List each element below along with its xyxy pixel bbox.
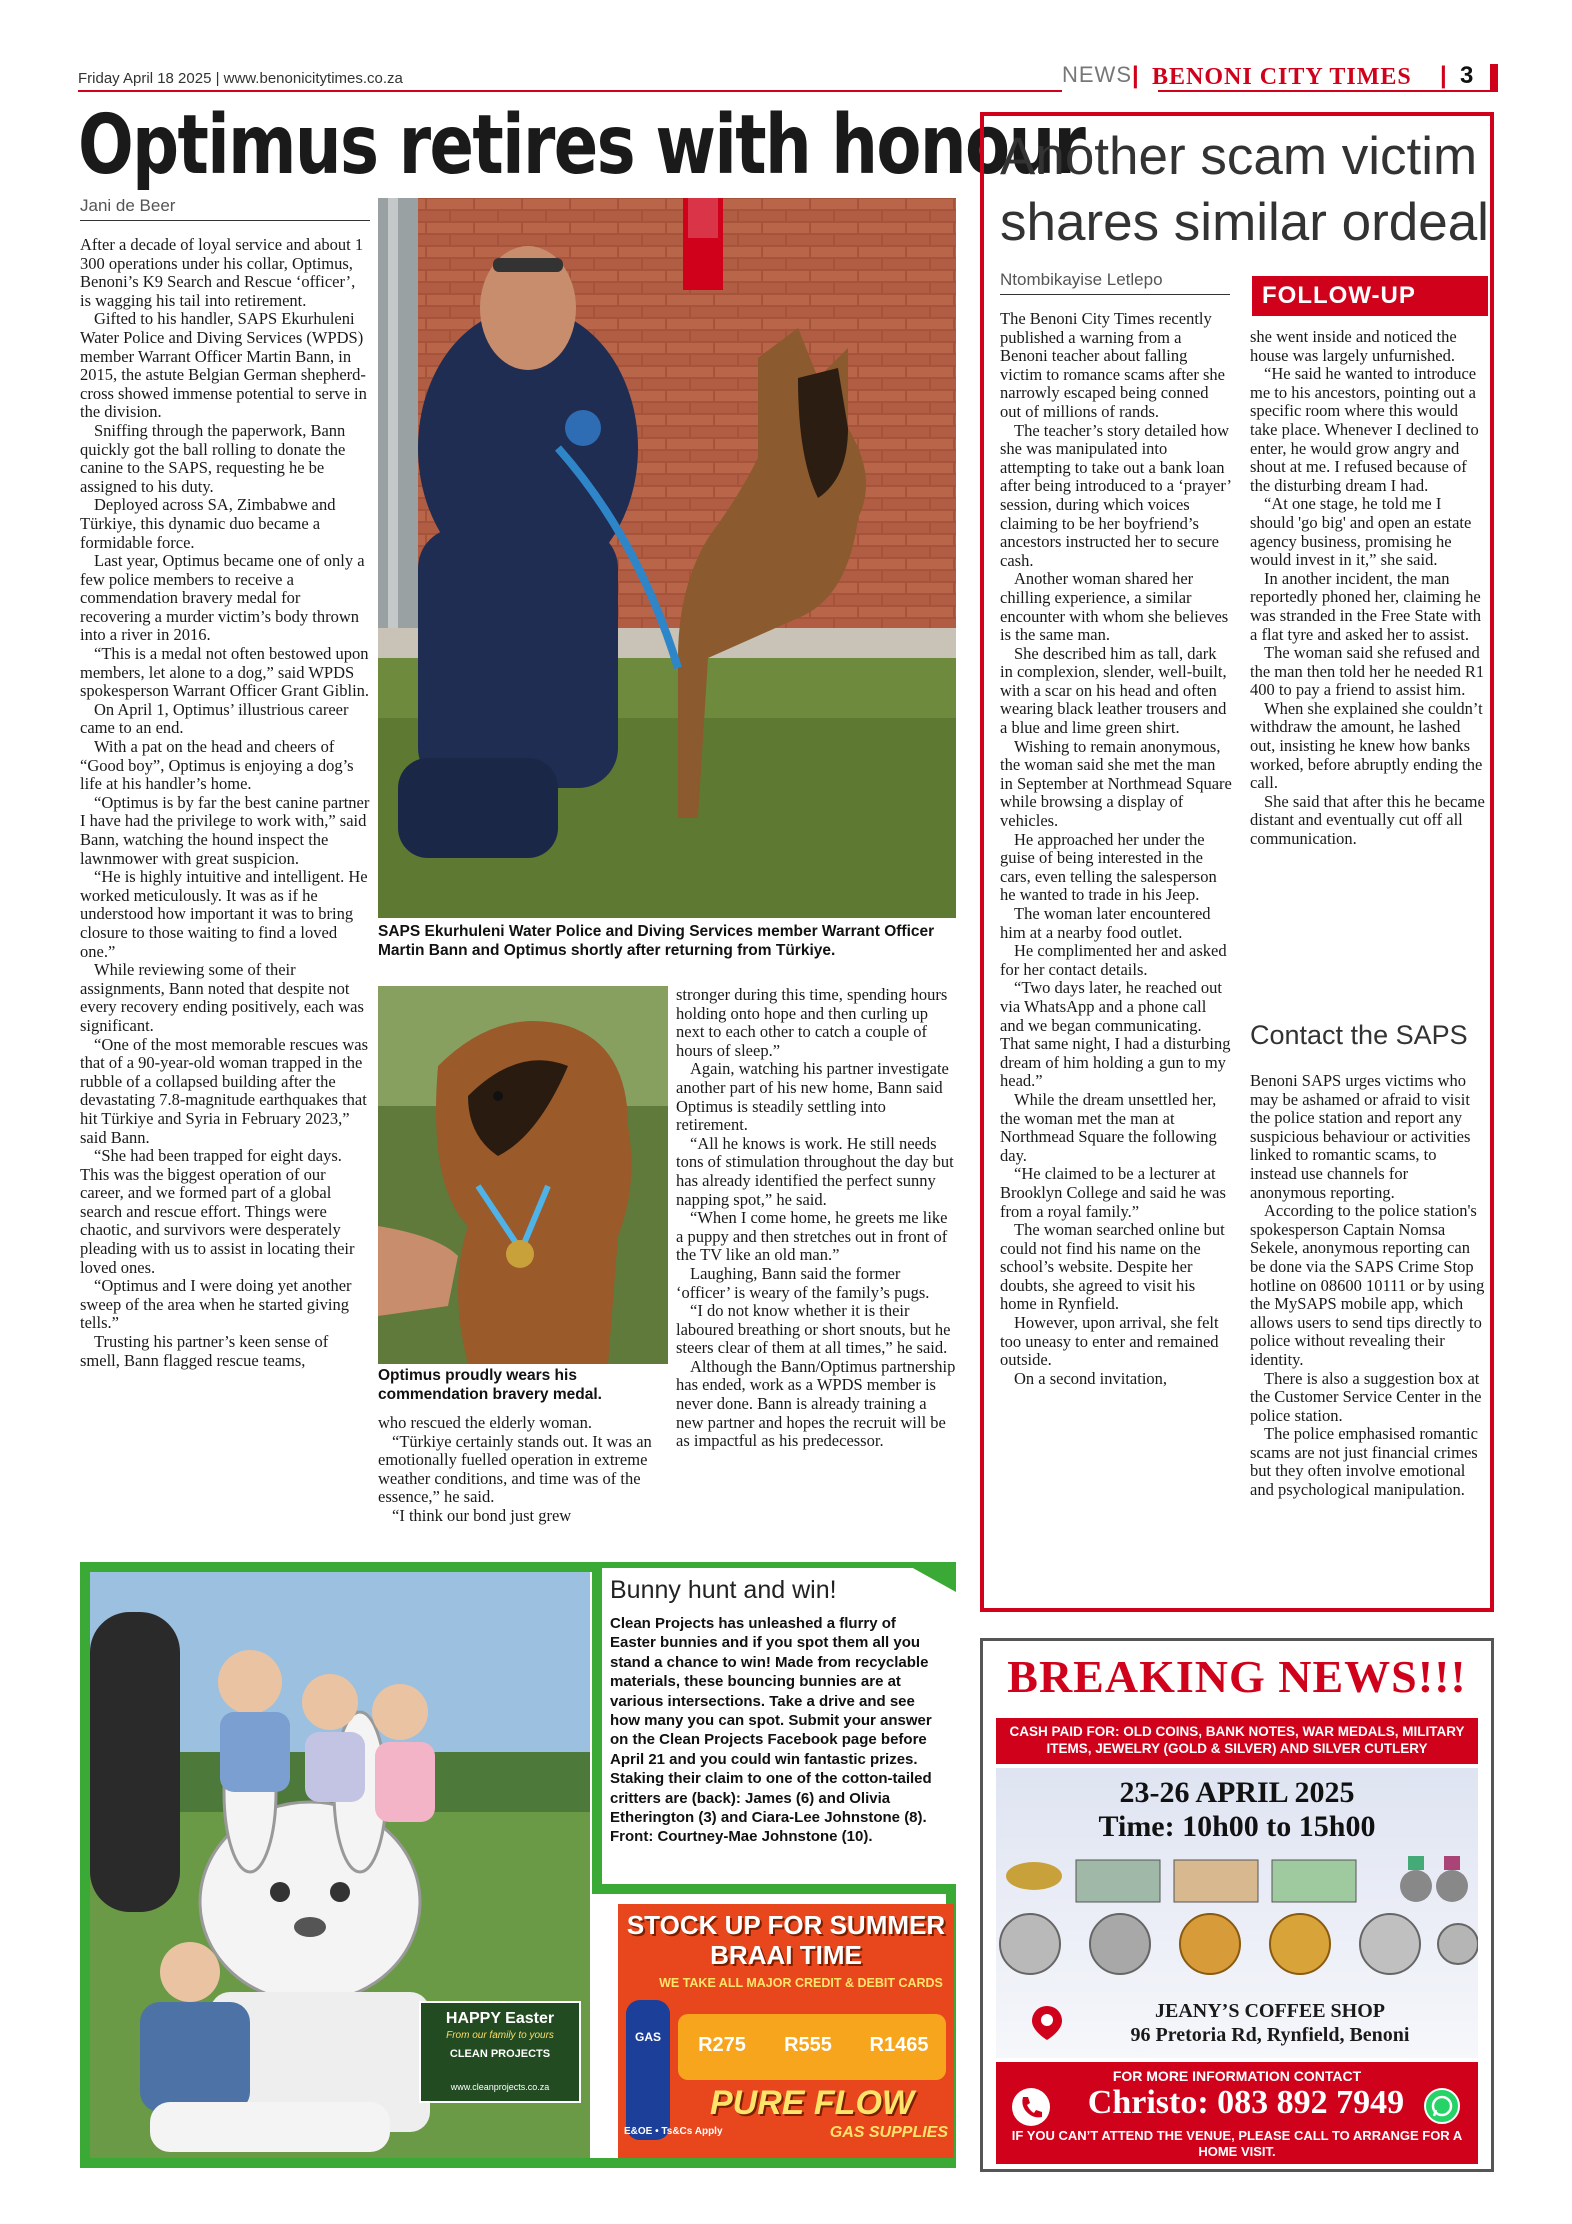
paragraph: “Two days later, he reached out via WhatsApp and a phone call and we began communicating. That same night, I had a disturbing dream of him holding a gun to my head.” [1000, 978, 1231, 1091]
gas-cylinder-icon [626, 2000, 670, 2140]
bunny-text: Clean Projects has unleashed a flurry of Easter bunnies and if you spot them all you stand a chance to win! Made from recyclable materials, these bouncing bunnies are at various intersections. Take a drive and see how many you can spot. Submit your answer on the Clean Projects Facebook page before April 21 and you could win fantastic prizes. Staking their claim to one of the cotton-tailed critters are (back): James (6) and Olivia Etherington (3) and Ciara-Lee Johnstone (8). Front: Courtney-Mae Johnstone (10). [610, 1615, 932, 1846]
stock-sub: GAS SUPPLIES [829, 2124, 948, 2141]
masthead-separator: | [1132, 62, 1139, 89]
main-column-3 [676, 986, 956, 1536]
paragraph: Trusting his partner’s keen sense of smell, Bann flagged rescue teams, [80, 1332, 329, 1370]
main-column-1 [80, 236, 370, 1536]
stock-line1: STOCK UP FOR SUMMER [626, 1910, 946, 1940]
paragraph: “This is a medal not often bestowed upon members, let alone to a dog,” said WPDS spokesperson Warrant Officer Grant Giblin. [80, 644, 370, 701]
paragraph: Although the Bann/Optimus partnership has ended, work as a WPDS member is never done. Bann is already training a new partner and hopes the recruit will be as impactful as his predecessor. [676, 1356, 956, 1451]
price-2: R555 [784, 2034, 832, 2056]
breaking-dates: 23-26 APRIL 2025 [1119, 1776, 1355, 1809]
photo-optimus-medal-image [378, 986, 668, 1364]
price-1: R275 [698, 2034, 746, 2056]
bunny-corner-tab [902, 1562, 956, 1592]
breaking-footer: IF YOU CAN’T ATTEND THE VENUE, PLEASE CALL TO ARRANGE FOR A HOME VISIT. [1011, 2128, 1463, 2159]
paragraph: She said that after this he became distant and eventually cut off all communication. [1250, 791, 1485, 849]
paragraph: “I do not know whether it is their laboured breathing or short snouts, but he steers clear of them at all times,” he said. [676, 1301, 951, 1358]
photo-2-caption: Optimus proudly wears his commendation bravery medal. [378, 1367, 602, 1403]
paragraph: “When I come home, he greets me like a puppy and then stretches out in front of the TV like an old man.” [676, 1208, 948, 1265]
bunny-photo [90, 1572, 590, 2158]
scam-column-2 [1250, 328, 1486, 1008]
masthead-bar [1490, 64, 1498, 92]
easter-sign-line3: CLEAN PROJECTS [449, 2048, 551, 2060]
paragraph: She described him as tall, dark in complexion, slender, well-built, with a scar on his head and often wearing black leather trousers and a blue and lime green shirt. [1000, 643, 1227, 738]
paragraph: “He said he wanted to introduce me to his ancestors, pointing out a specific room where this would take place. Whenever I declined to enter, he would grow angry and shout at me. I refused because of the disturbing dream I had. [1250, 364, 1479, 495]
paragraph: Gifted to his handler, SAPS Ekurhuleni Water Police and Diving Services (WPDS) member Warrant Officer Martin Bann, in 2015, the astute Belgian German shepherd-cross showed immense potential to serve in the division. [80, 309, 367, 422]
paragraph: “I think our bond just grew [392, 1505, 572, 1525]
easter-sign-line2: From our family to yours [446, 2030, 554, 2041]
paragraph: On a second invitation, [1014, 1368, 1168, 1388]
breaking-venue: JEANY’S COFFEE SHOP [1154, 2000, 1386, 2022]
main-headline: Optimus retires with honour [78, 98, 1085, 193]
paragraph: He complimented her and asked for her contact details. [1000, 941, 1227, 979]
photo-1-caption: SAPS Ekurhuleni Water Police and Diving Services member Warrant Officer Martin Bann and Optimus shortly after returning from Türkiye. [378, 923, 935, 959]
photo-bann-optimus-image [378, 198, 956, 918]
paragraph: “One of the most memorable rescues was that of a 90-year-old woman trapped in the rubble of a collapsed building after the devastating 7.8-magnitude earthquakes that hit Türkiye and Syria in February 2023,” said Bann. [80, 1034, 368, 1147]
bunny-photo-image [90, 1572, 590, 2158]
breaking-title: BREAKING NEWS!!! [1007, 1651, 1467, 1702]
paragraph: “He claimed to be a lecturer at Brooklyn College and said he was from a royal family.” [1000, 1164, 1226, 1221]
paragraph: “Türkiye certainly stands out. It was an emotionally fuelled operation in extreme weather conditions, and time was of the essence,” he said. [378, 1431, 652, 1507]
collectibles-image [996, 1856, 1478, 1976]
photo-optimus-medal [378, 986, 668, 1364]
paragraph: There is also a suggestion box at the Customer Service Center in the police station. [1250, 1368, 1482, 1425]
paragraph: On April 1, Optimus’ illustrious career came to an end. [80, 699, 349, 738]
scam-byline: Ntombikayise Letlepo [1000, 270, 1230, 295]
paragraph: After a decade of loyal service and about 1 300 operations under his collar, Optimus, Benoni’s K9 Search and Rescue ‘officer’, is wagging his tail into retirement. [80, 235, 364, 310]
stock-cards: WE TAKE ALL MAJOR CREDIT & DEBIT CARDS [659, 1976, 943, 1990]
paragraph: Again, watching his partner investigate another part of his new home, Bann said Optimus is steadily settling into retirement. [676, 1059, 949, 1135]
main-byline: Jani de Beer [80, 196, 370, 221]
main-column-2 [378, 1414, 668, 1534]
scam-column-2b [1250, 1072, 1486, 1592]
followup-label: FOLLOW-UP [1252, 276, 1488, 316]
gas-label: GAS [634, 2030, 661, 2044]
stock-tnc: E&OE • Ts&Cs Apply [624, 2126, 723, 2137]
paragraph: The police emphasised romantic scams are not just financial crimes but they often involve emotional and psychological manipulation. [1250, 1424, 1478, 1500]
contact-saps-subhead: Contact the SAPS [1250, 1020, 1468, 1050]
paragraph: she went inside and noticed the house was largely unfurnished. [1250, 327, 1457, 365]
paragraph: The woman later encountered him at a nearby food outlet. [1000, 904, 1211, 942]
collectibles-svg [996, 1856, 1478, 1976]
paragraph: In another incident, the man reportedly phoned her, claiming he was stranded in the Free State with a flat tyre and asked her to assist. [1250, 568, 1481, 644]
paragraph: stronger during this time, spending hours holding onto hope and then curling up next to each other to catch a couple of hours of sleep.” [676, 985, 948, 1060]
stock-line2: BRAAI TIME [710, 1940, 862, 1970]
paragraph: The woman said she refused and the man then told her he needed R1 400 to pay a friend to assist him. [1250, 643, 1485, 700]
paragraph: He approached her under the guise of being interested in the cars, even telling the salesperson he wanted to trade in his Jeep. [1000, 829, 1217, 905]
paragraph: “All he knows is work. He still needs tons of stimulation throughout the day but has already identified the perfect sunny napping spot,” he said. [676, 1133, 954, 1209]
paragraph: “Optimus is by far the best canine partner I have had the privilege to work with,” said Bann, watching the hound inspect the lawnmower with great suspicion. [80, 792, 370, 868]
breaking-time: Time: 10h00 to 15h00 [1098, 1810, 1376, 1843]
paragraph: “He is highly intuitive and intelligent. He worked meticulously. It was as if he understood how important it was to bring closure to those waiting to find a loved one.” [80, 867, 368, 961]
paragraph: Wishing to remain anonymous, the woman said she met the man in September at Northmead Square while browsing a display of vehicles. [1000, 736, 1232, 831]
bunny-title: Bunny hunt and win! [610, 1576, 837, 1604]
paragraph: While the dream unsettled her, the woman met the man at Northmead Square the following day. [1000, 1089, 1217, 1165]
masthead-rule [78, 90, 1062, 92]
paragraph: Benoni SAPS urges victims who may be ashamed or afraid to visit the police station and report any suspicious behaviour or activities linked to romantic scams, to instead use channels for anonymous reporting. [1250, 1071, 1471, 1202]
paragraph: While reviewing some of their assignments, Bann noted that despite not every recovery ending positively, each was significant. [80, 960, 364, 1035]
paragraph: The woman searched online but could not find his name on the school’s website. Despite her doubts, she agreed to visit his home in Rynfield. [1000, 1220, 1225, 1314]
paragraph: Last year, Optimus became one of only a few police members to receive a commendation bravery medal for recovering a murder victim’s body thrown into a river in 2016. [80, 551, 365, 645]
scam-headline: Another scam victim shares similar ordeal [1000, 127, 1489, 252]
price-3: R1465 [869, 2034, 929, 2056]
paragraph: “At one stage, he told me I should 'go big' and open an estate agency business, promising he would invest in it,” she said. [1250, 494, 1472, 570]
paragraph: The Benoni City Times recently published a warning from a Benoni teacher about falling victim to romance scams after she narrowly escaped being conned out of millions of rands. [1000, 309, 1225, 421]
scam-column-1 [1000, 310, 1232, 1600]
paragraph: Another woman shared her chilling experience, a similar encounter with whom she believes is the same man. [1000, 569, 1229, 645]
phone-icon [1012, 2088, 1050, 2126]
paragraph: When she explained she couldn’t withdraw the amount, he lashed out, insisting he knew how banks worked, before abruptly ending the call. [1250, 698, 1483, 793]
paragraph: The teacher’s story detailed how she was manipulated into attempting to take out a bank loan after being introduced to a ‘prayer’ session, during which voices claiming to be her boyfriend’s ancestors instructed her to secure cash. [1000, 420, 1231, 570]
photo-bann-optimus [378, 198, 956, 918]
masthead-separator-2: | [1440, 62, 1447, 89]
stock-up-ad [618, 1904, 954, 2158]
easter-sign-url: www.cleanprojects.co.za [450, 2082, 550, 2092]
breaking-info: FOR MORE INFORMATION CONTACT [1112, 2068, 1362, 2084]
easter-sign-line1: HAPPY Easter [445, 2010, 555, 2027]
paragraph: who rescued the elderly woman. [378, 1413, 592, 1432]
masthead-section: NEWS [1062, 62, 1132, 87]
paragraph: “She had been trapped for eight days. This was the biggest operation of our career, and we formed part of a global search and rescue effort. Things were chaotic, and survivors were desperately pleading with us to assist in locating their loved ones. [80, 1146, 355, 1277]
breaking-contact: Christo: 083 892 7949 [1087, 2084, 1405, 2121]
location-pin-icon [1032, 2006, 1062, 2040]
paragraph: Deployed across SA, Zimbabwe and Türkiye, this dynamic duo became a formidable force. [80, 495, 336, 552]
paragraph: Sniffing through the paperwork, Bann quickly got the ball rolling to donate the canine to the SAPS, requesting he be assigned to his duty. [80, 420, 346, 496]
masthead-date: Friday April 18 2025 | www.benonicitytimes.co.za [78, 70, 403, 87]
masthead-paper: BENONI CITY TIMES [1152, 64, 1412, 90]
breaking-address: 96 Pretoria Rd, Rynfield, Benoni [1130, 2024, 1410, 2046]
paragraph: Laughing, Bann said the former ‘officer’ is weary of the family’s pugs. [676, 1263, 930, 1302]
paragraph: According to the police station's spokesperson Captain Nomsa Sekele, anonymous reporting can be done via the SAPS Crime Stop hotline on 08600 10111 or by using the MySAPS mobile app, which allows users to send tips directly to police without revealing their identity. [1250, 1201, 1485, 1369]
paragraph: “Optimus and I were doing yet another sweep of the area when he started giving tells.” [80, 1276, 352, 1333]
breaking-cash: CASH PAID FOR: OLD COINS, BANK NOTES, WAR MEDALS, MILITARY ITEMS, JEWELRY (GOLD & SILVER) AND SILVER CUTLERY [996, 1718, 1478, 1764]
paragraph: With a pat on the head and cheers of “Good boy”, Optimus is enjoying a dog’s life at his handler’s home. [80, 737, 354, 794]
paragraph: However, upon arrival, she felt too uneasy to enter and remained outside. [1000, 1313, 1219, 1370]
whatsapp-icon [1424, 2088, 1460, 2124]
page-number: 3 [1460, 62, 1474, 89]
stock-brand: PURE FLOW [710, 2084, 914, 2122]
